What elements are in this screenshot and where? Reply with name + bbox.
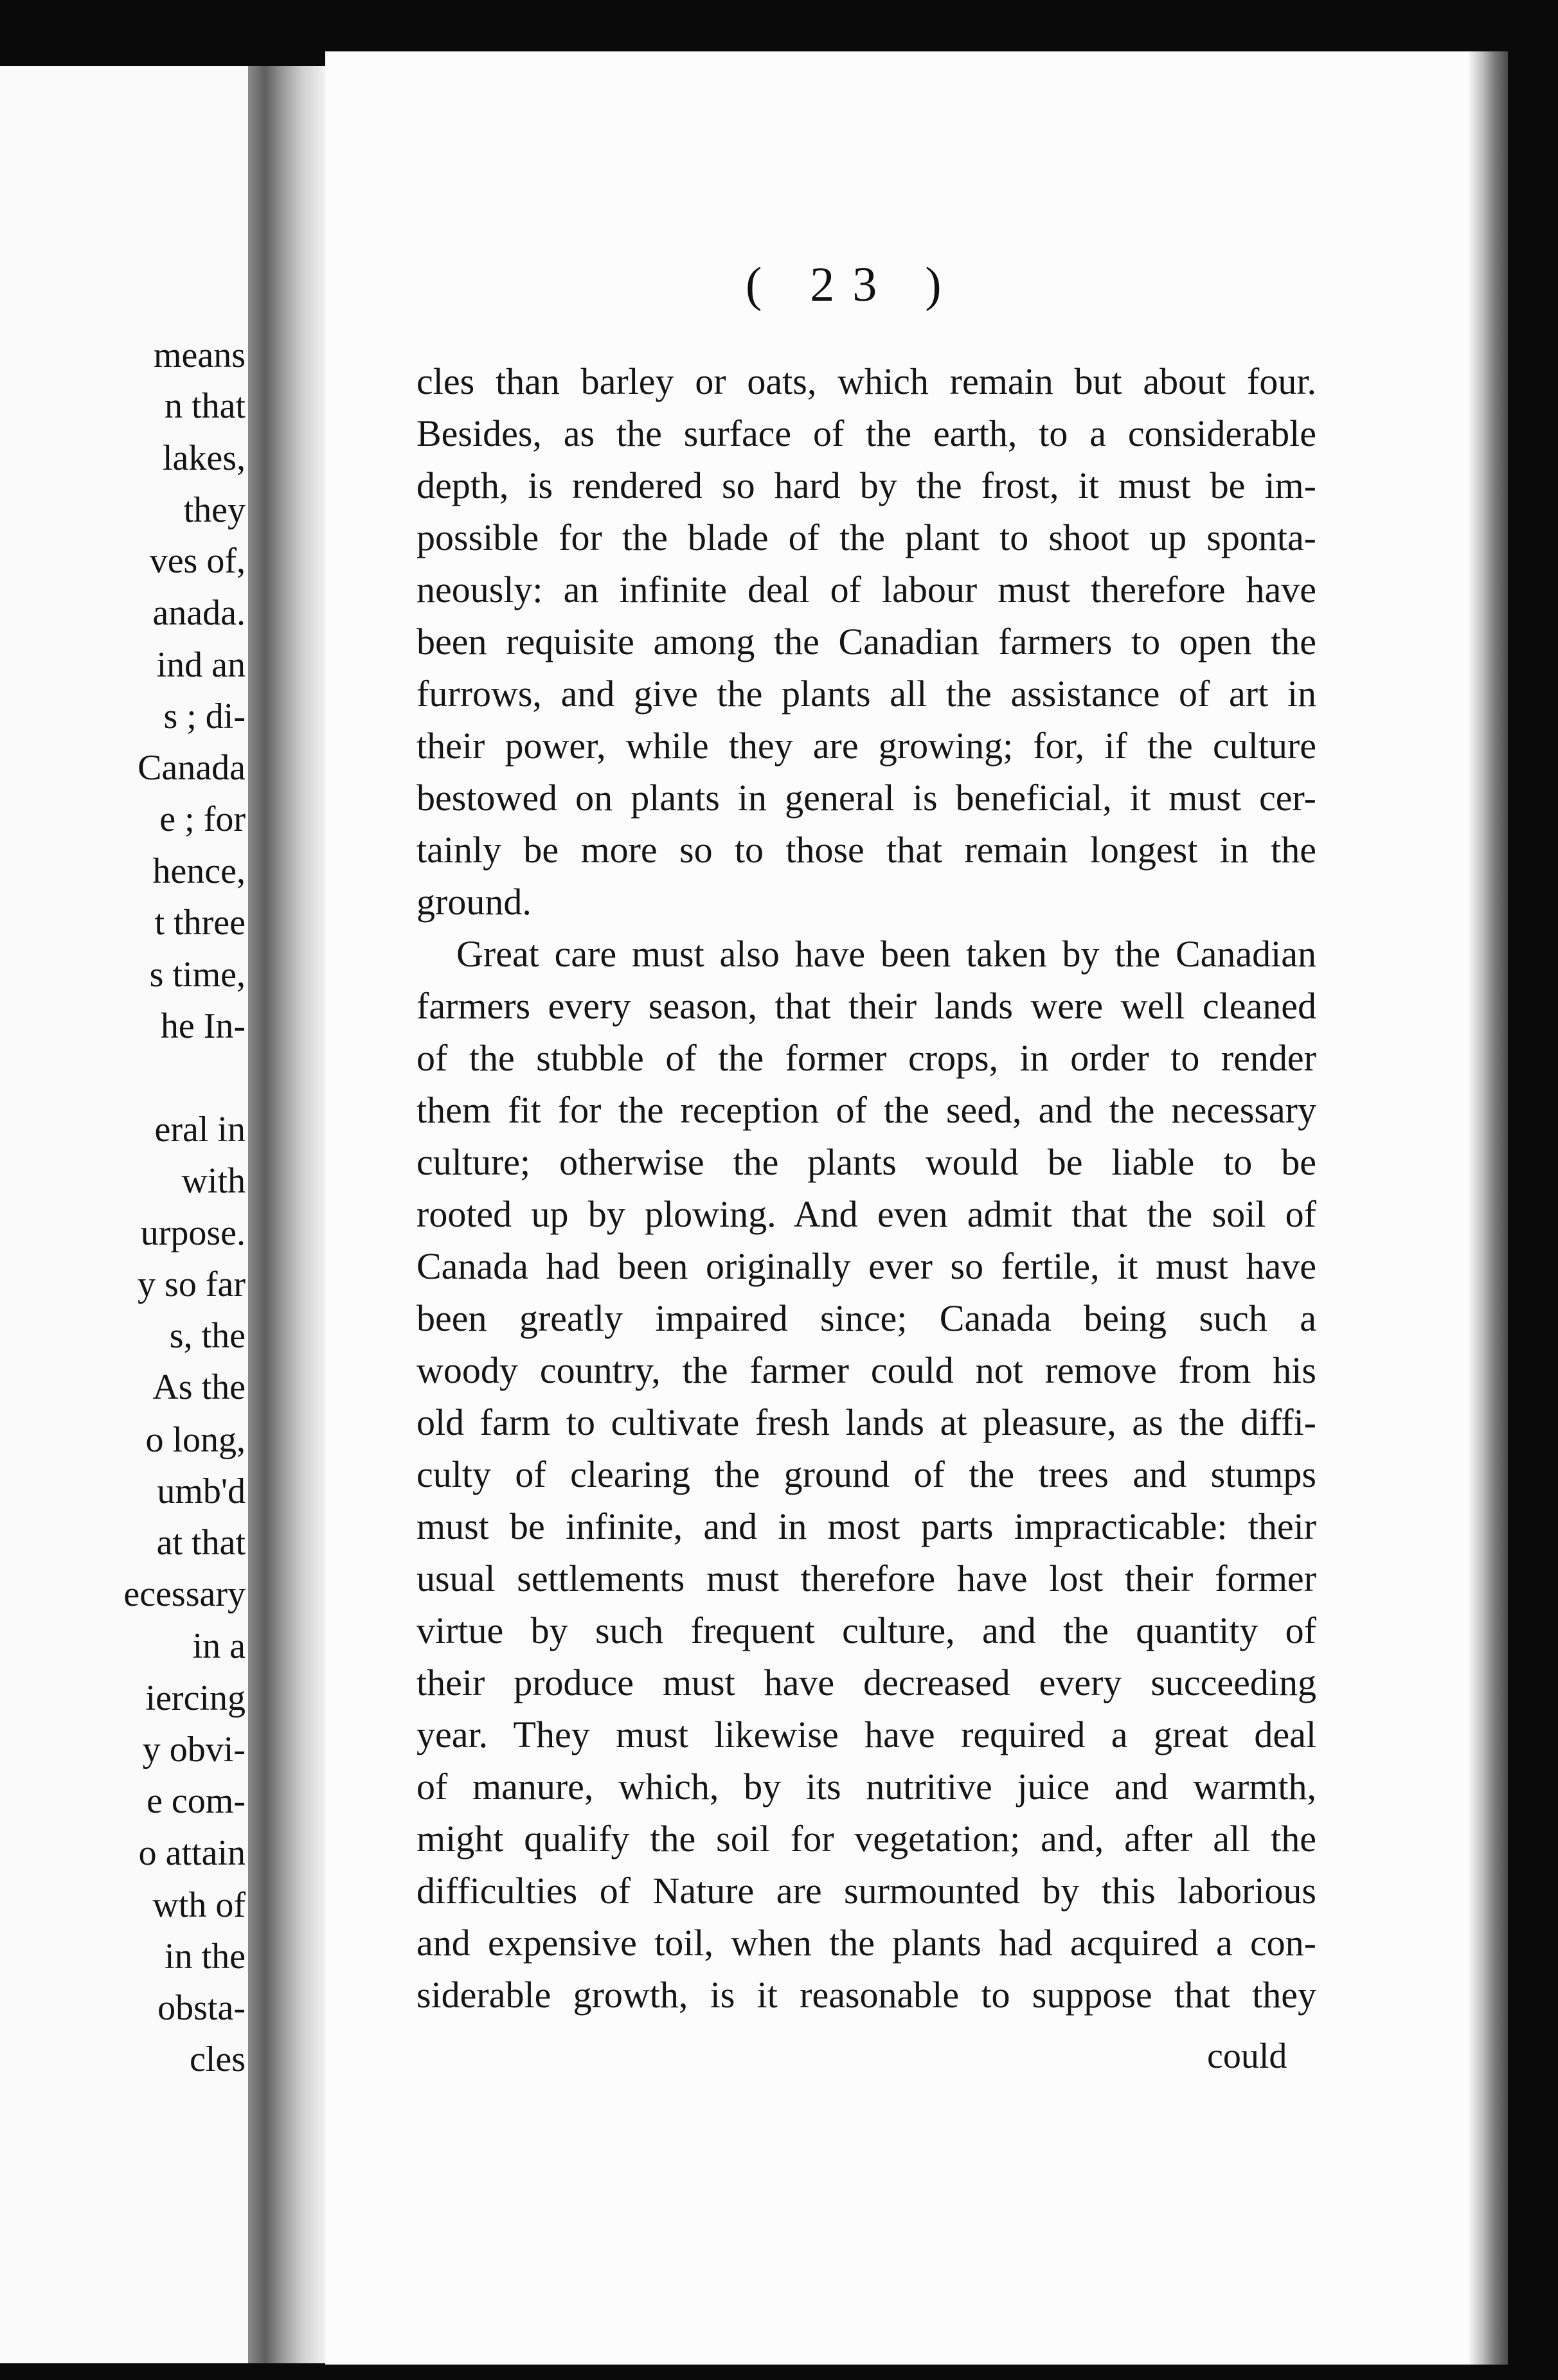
body-line: woody country, the farmer could not remove from his <box>416 1349 1316 1391</box>
left-fragment: lakes, <box>162 438 246 478</box>
left-fragment: anada. <box>152 593 246 633</box>
body-line: furrows, and give the plants all the assistance of art in <box>416 673 1316 715</box>
left-fragment: wth of <box>152 1885 246 1925</box>
left-fragment: o long, <box>145 1420 246 1460</box>
catchword: could <box>1207 2036 1287 2076</box>
left-fragment: y obvi- <box>142 1730 246 1770</box>
body-line: been greatly impaired since; Canada being such a <box>416 1297 1316 1339</box>
left-fragment: n that <box>165 386 246 426</box>
body-line: and expensive toil, when the plants had acquired a con- <box>416 1922 1316 1964</box>
book-gutter <box>248 66 325 2363</box>
body-line: virtue by such frequent culture, and the quantity of <box>416 1610 1316 1651</box>
left-fragment: eral in <box>154 1110 246 1150</box>
left-fragment: hence, <box>152 851 246 891</box>
body-line: year. They must likewise have required a great deal <box>416 1714 1316 1755</box>
body-line: depth, is rendered so hard by the frost, it must be im- <box>416 465 1316 506</box>
left-fragment: urpose. <box>140 1213 246 1253</box>
left-fragment: s time, <box>149 955 246 995</box>
left-fragment: umb'd <box>157 1471 246 1511</box>
body-line: their produce must have decreased every succeeding <box>416 1662 1316 1703</box>
left-fragment: with <box>181 1161 246 1201</box>
left-fragment: in the <box>165 1937 246 1976</box>
body-line: difficulties of Nature are surmounted by this laborious <box>416 1870 1316 1912</box>
left-fragment: ves of, <box>149 541 246 581</box>
left-fragment: t three <box>154 903 246 943</box>
body-line: their power, while they are growing; for, if the culture <box>416 725 1316 767</box>
left-fragment: means <box>153 335 246 375</box>
body-line: rooted up by plowing. And even admit that the soil of <box>416 1193 1316 1235</box>
left-fragment: s ; di- <box>163 697 246 736</box>
left-fragment: o attain <box>138 1833 246 1873</box>
body-line: culty of clearing the ground of the trees and stumps <box>416 1453 1316 1495</box>
body-line: Canada had been originally ever so fertile, it must have <box>416 1245 1316 1287</box>
left-fragment: e com- <box>147 1781 246 1821</box>
body-line: been requisite among the Canadian farmers to open the <box>416 621 1316 662</box>
left-fragment: he In- <box>160 1006 246 1046</box>
body-line: siderable growth, is it reasonable to suppose that they <box>416 1974 1316 2016</box>
left-fragment: obsta- <box>157 1988 246 2028</box>
body-line: usual settlements must therefore have lost their former <box>416 1558 1316 1599</box>
body-line: neously: an infinite deal of labour must therefore have <box>416 569 1316 610</box>
body-line: farmers every season, that their lands were well cleaned <box>416 985 1316 1027</box>
body-line: of manure, which, by its nutritive juice and warmth, <box>416 1766 1316 1807</box>
page-number: ( 23 ) <box>746 258 960 312</box>
left-fragment: y so far <box>138 1265 246 1304</box>
left-fragment: ind an <box>156 645 246 685</box>
left-fragment: As the <box>152 1367 246 1407</box>
body-line: them fit for the reception of the seed, and the necessary <box>416 1089 1316 1131</box>
left-fragment: s, the <box>169 1316 246 1356</box>
body-line: ground. <box>416 881 532 923</box>
body-line: Great care must also have been taken by the Canadian <box>456 933 1316 975</box>
page-edge-shadow <box>1469 51 1508 2365</box>
left-fragment: ecessary <box>123 1574 246 1614</box>
left-fragment: iercing <box>145 1678 246 1718</box>
body-line: might qualify the soil for vegetation; and, after all the <box>416 1818 1316 1860</box>
left-fragment: in a <box>192 1626 246 1666</box>
body-line: culture; otherwise the plants would be liable to be <box>416 1141 1316 1183</box>
body-line: old farm to cultivate fresh lands at pleasure, as the diffi- <box>416 1401 1316 1443</box>
body-line: of the stubble of the former crops, in order to render <box>416 1037 1316 1079</box>
body-line: bestowed on plants in general is beneficial, it must cer- <box>416 777 1316 819</box>
left-fragment: cles <box>189 2039 246 2079</box>
body-line: must be infinite, and in most parts impracticable: their <box>416 1505 1316 1547</box>
left-fragment: Canada <box>138 748 246 788</box>
left-fragment: e ; for <box>159 799 246 839</box>
left-fragment: at that <box>156 1523 246 1563</box>
body-line: tainly be more so to those that remain longest in the <box>416 829 1316 871</box>
left-fragment: they <box>183 490 246 530</box>
body-line: Besides, as the surface of the earth, to a considerable <box>416 413 1316 454</box>
left-page <box>0 66 248 2363</box>
body-line: cles than barley or oats, which remain but about four. <box>416 360 1316 402</box>
body-line: possible for the blade of the plant to shoot up sponta- <box>416 517 1316 558</box>
